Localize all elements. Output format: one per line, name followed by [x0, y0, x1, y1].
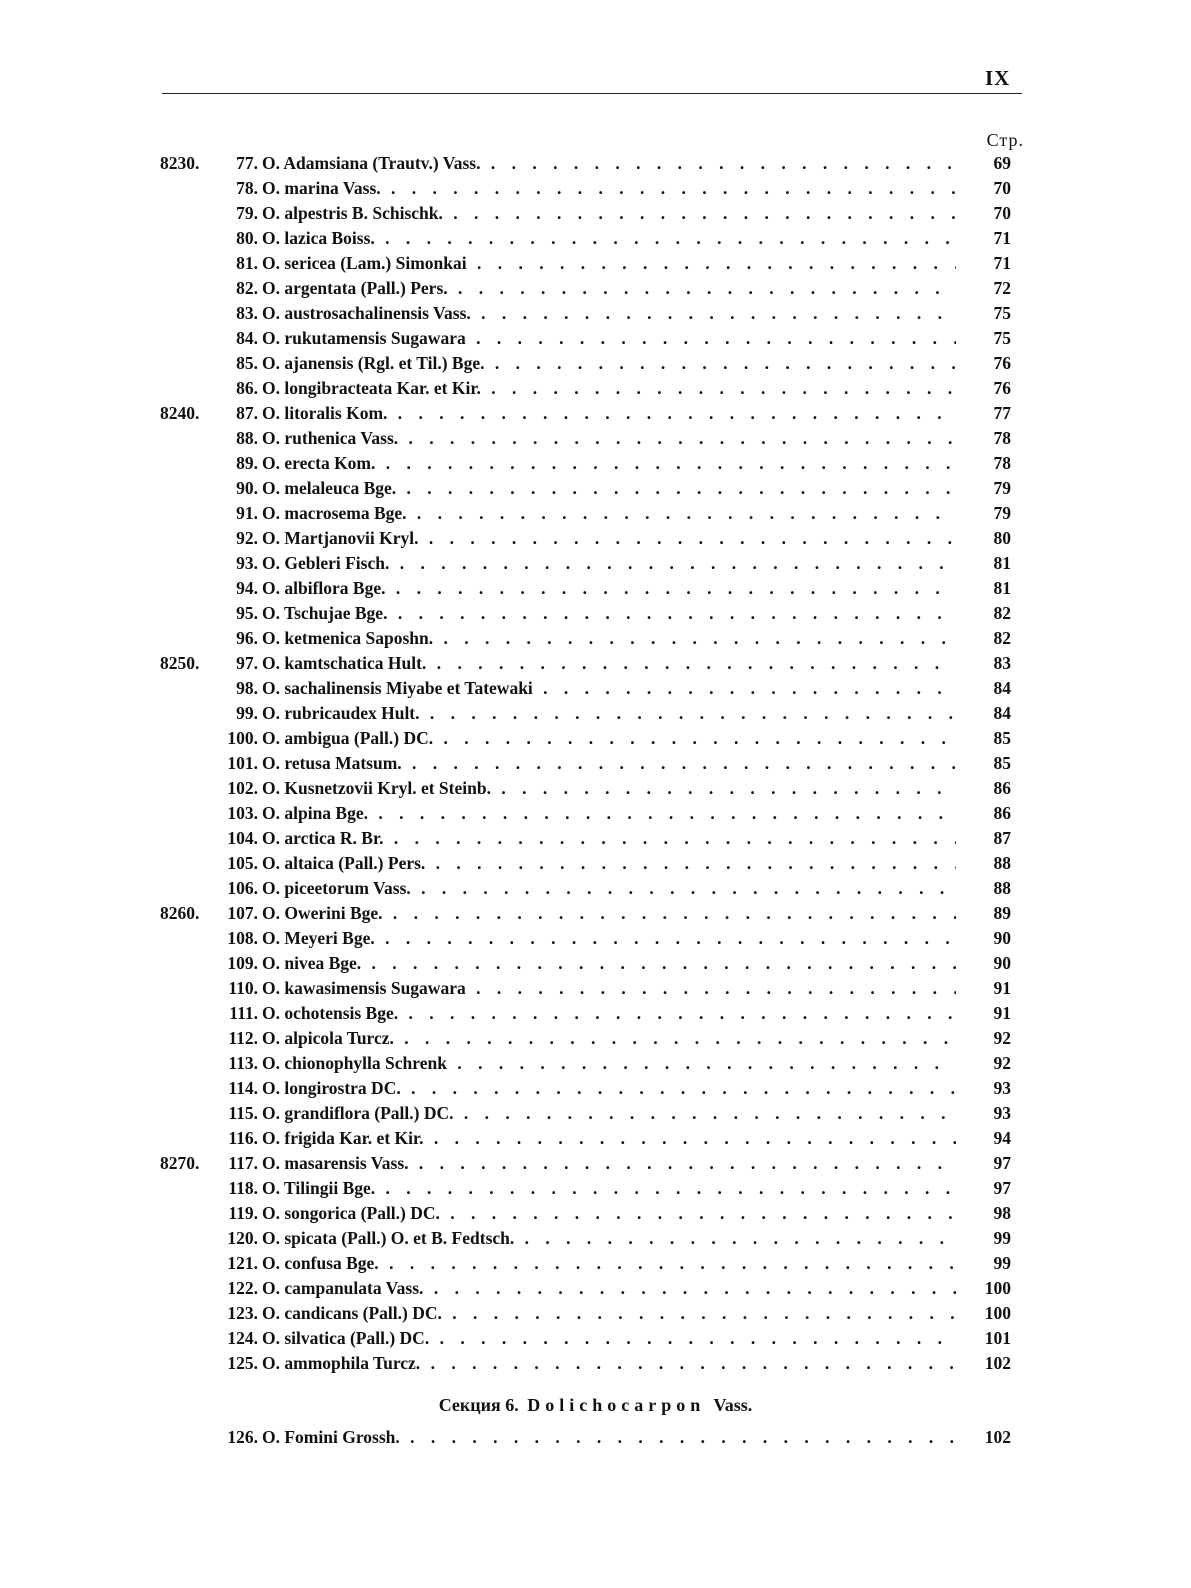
species-title: O. ochotensis Bge. . . .	[262, 1001, 956, 1026]
species-title: O. kawasimensis Sugawara . . .	[262, 976, 956, 1001]
species-title: O. Meyeri Bge. . . .	[262, 926, 956, 951]
species-title: O. piceetorum Vass. . . .	[262, 876, 956, 901]
species-title: O. arctica R. Br. . . .	[262, 826, 956, 851]
toc-entry	[0, 1001, 1191, 1026]
species-number: 114.	[228, 1078, 258, 1098]
species-number: 118.	[228, 1178, 258, 1198]
species-title: O. Fomini Grossh. . . .	[262, 1425, 956, 1450]
toc-entry	[0, 801, 1191, 826]
toc-entry	[0, 551, 1191, 576]
page-reference: 87	[993, 828, 1011, 848]
toc-entry	[0, 1351, 1191, 1376]
toc-entry	[0, 376, 1191, 401]
species-number: 96.	[236, 628, 258, 648]
species-number: 110.	[228, 978, 258, 998]
toc-entry	[0, 426, 1191, 451]
toc-entry	[0, 926, 1191, 951]
toc-entry	[0, 1076, 1191, 1101]
toc-entry	[0, 601, 1191, 626]
page-reference: 79	[993, 478, 1011, 498]
species-title: O. masarensis Vass. . . .	[262, 1151, 956, 1176]
toc-entry	[0, 701, 1191, 726]
page-reference: 76	[993, 353, 1011, 373]
toc-entry	[0, 976, 1191, 1001]
toc-entry	[0, 476, 1191, 501]
page-reference: 84	[993, 678, 1011, 698]
page-reference: 92	[993, 1028, 1011, 1048]
page-reference: 91	[993, 978, 1011, 998]
species-number: 86.	[236, 378, 258, 398]
species-title: O. ruthenica Vass. . . .	[262, 426, 956, 451]
species-title: O. erecta Kom. . . .	[262, 451, 956, 476]
species-title: O. spicata (Pall.) O. et B. Fedtsch. . . .	[262, 1226, 956, 1251]
toc-entry	[0, 1051, 1191, 1076]
species-title: O. Gebleri Fisch. . . .	[262, 551, 956, 576]
species-title: O. marina Vass. . . .	[262, 176, 956, 201]
species-title: O. longirostra DC. . . .	[262, 1076, 956, 1101]
page-column-header: Стр.	[986, 130, 1024, 150]
page-reference: 71	[993, 253, 1011, 273]
page-reference: 79	[993, 503, 1011, 523]
species-title: O. lazica Boiss. . . .	[262, 226, 956, 251]
toc-entry	[0, 626, 1191, 651]
toc-entry	[0, 1151, 1191, 1176]
page-reference: 69	[993, 153, 1011, 173]
species-title: O. frigida Kar. et Kir. . . .	[262, 1126, 956, 1151]
page-reference: 75	[993, 328, 1011, 348]
species-number: 117.	[228, 1153, 258, 1173]
species-number: 91.	[236, 503, 258, 523]
toc-entry	[0, 301, 1191, 326]
species-title: O. silvatica (Pall.) DC. . . .	[262, 1326, 956, 1351]
page-reference: 86	[993, 778, 1011, 798]
page-reference: 92	[993, 1053, 1011, 1073]
species-number: 79.	[236, 203, 258, 223]
page-reference: 97	[993, 1178, 1011, 1198]
species-title: O. Owerini Bge. . . .	[262, 901, 956, 926]
catalog-number: 8270.	[160, 1153, 200, 1173]
species-number: 82.	[236, 278, 258, 298]
page-number: IX	[985, 66, 1011, 90]
toc-entry	[0, 326, 1191, 351]
page-reference: 82	[993, 628, 1011, 648]
page-reference: 71	[993, 228, 1011, 248]
species-number: 105.	[227, 853, 258, 873]
species-title: O. ambigua (Pall.) DC. . . .	[262, 726, 956, 751]
toc-entry	[0, 676, 1191, 701]
species-title: O. alpina Bge. . . .	[262, 801, 956, 826]
species-title: O. austrosachalinensis Vass. . . .	[262, 301, 956, 326]
toc-entry	[0, 826, 1191, 851]
species-number: 102.	[227, 778, 258, 798]
species-number: 100.	[227, 728, 258, 748]
page-reference: 91	[993, 1003, 1011, 1023]
section-heading	[0, 1395, 1191, 1416]
page-reference: 100	[984, 1278, 1011, 1298]
species-title: O. confusa Bge. . . .	[262, 1251, 956, 1276]
page-reference: 100	[984, 1303, 1011, 1323]
page-reference: 84	[993, 703, 1011, 723]
table-of-contents	[0, 151, 1191, 1376]
species-number: 119.	[228, 1203, 258, 1223]
toc-entry	[0, 1301, 1191, 1326]
page-reference: 93	[993, 1078, 1011, 1098]
species-title: O. melaleuca Bge. . . .	[262, 476, 956, 501]
catalog-number: 8230.	[160, 153, 200, 173]
toc-entry	[0, 451, 1191, 476]
toc-entry	[0, 726, 1191, 751]
page-reference: 82	[993, 603, 1011, 623]
species-number: 113.	[228, 1053, 258, 1073]
species-number: 108.	[227, 928, 258, 948]
species-number: 94.	[236, 578, 258, 598]
species-number: 126.	[227, 1427, 258, 1447]
page-reference: 70	[993, 203, 1011, 223]
catalog-number: 8260.	[160, 903, 200, 923]
species-number: 106.	[227, 878, 258, 898]
species-number: 109.	[227, 953, 258, 973]
page-reference: 102	[984, 1427, 1011, 1447]
species-title: O. alpestris B. Schischk. . . .	[262, 201, 956, 226]
species-title: O. alpicola Turcz. . . .	[262, 1026, 956, 1051]
species-title: O. Tilingii Bge. . . .	[262, 1176, 956, 1201]
toc-entry	[0, 276, 1191, 301]
species-title: O. Adamsiana (Trautv.) Vass. . . .	[262, 151, 956, 176]
table-of-contents-continued	[0, 1425, 1191, 1450]
species-number: 121.	[227, 1253, 258, 1273]
page-reference: 90	[993, 928, 1011, 948]
toc-entry	[0, 876, 1191, 901]
toc-entry	[0, 1126, 1191, 1151]
page-reference: 94	[993, 1128, 1011, 1148]
toc-entry	[0, 1026, 1191, 1051]
species-title: O. ajanensis (Rgl. et Til.) Bge. . . .	[262, 351, 956, 376]
page-reference: 88	[993, 878, 1011, 898]
species-number: 115.	[228, 1103, 258, 1123]
section-author: Vass.	[713, 1395, 753, 1415]
species-title: O. campanulata Vass. . . .	[262, 1276, 956, 1301]
species-number: 95.	[236, 603, 258, 623]
page-reference: 78	[993, 453, 1011, 473]
species-number: 84.	[236, 328, 258, 348]
toc-entry	[0, 226, 1191, 251]
toc-entry	[0, 951, 1191, 976]
species-number: 103.	[227, 803, 258, 823]
species-title: O. altaica (Pall.) Pers. . . .	[262, 851, 956, 876]
species-number: 98.	[236, 678, 258, 698]
species-title: O. kamtschatica Hult. . . .	[262, 651, 956, 676]
toc-entry	[0, 901, 1191, 926]
toc-entry	[0, 1276, 1191, 1301]
toc-entry	[0, 1101, 1191, 1126]
species-number: 77.	[236, 153, 258, 173]
species-number: 90.	[236, 478, 258, 498]
species-title: O. retusa Matsum. . . .	[262, 751, 956, 776]
species-title: O. argentata (Pall.) Pers. . . .	[262, 276, 956, 301]
species-number: 104.	[227, 828, 258, 848]
species-title: O. albiflora Bge. . . .	[262, 576, 956, 601]
species-title: O. songorica (Pall.) DC. . . .	[262, 1201, 956, 1226]
species-title: O. candicans (Pall.) DC. . . .	[262, 1301, 956, 1326]
toc-entry	[0, 576, 1191, 601]
page-reference: 85	[993, 728, 1011, 748]
page-reference: 99	[993, 1228, 1011, 1248]
species-title: O. Tschujae Bge. . . .	[262, 601, 956, 626]
page-reference: 89	[993, 903, 1011, 923]
species-title: O. nivea Bge. . . .	[262, 951, 956, 976]
toc-entry	[0, 751, 1191, 776]
page-reference: 93	[993, 1103, 1011, 1123]
header-rule	[162, 93, 1022, 94]
toc-entry	[0, 201, 1191, 226]
toc-entry	[0, 526, 1191, 551]
toc-entry	[0, 1201, 1191, 1226]
page-reference: 88	[993, 853, 1011, 873]
species-number: 87.	[236, 403, 258, 423]
species-number: 97.	[236, 653, 258, 673]
page-reference: 99	[993, 1253, 1011, 1273]
species-number: 80.	[236, 228, 258, 248]
toc-entry	[0, 251, 1191, 276]
page-reference: 75	[993, 303, 1011, 323]
page-reference: 78	[993, 428, 1011, 448]
species-number: 89.	[236, 453, 258, 473]
species-title: O. litoralis Kom. . . .	[262, 401, 956, 426]
toc-entry	[0, 176, 1191, 201]
species-title: O. longibracteata Kar. et Kir. . . .	[262, 376, 956, 401]
page-reference: 70	[993, 178, 1011, 198]
section-prefix: Секция 6.	[438, 1395, 519, 1415]
species-number: 101.	[227, 753, 258, 773]
species-title: O. Kusnetzovii Kryl. et Steinb. . . .	[262, 776, 956, 801]
species-number: 122.	[227, 1278, 258, 1298]
toc-entry	[0, 1425, 1191, 1450]
page-reference: 101	[984, 1328, 1011, 1348]
toc-entry	[0, 1326, 1191, 1351]
species-number: 125.	[227, 1353, 258, 1373]
page-reference: 80	[993, 528, 1011, 548]
species-title: O. ketmenica Saposhn. . . .	[262, 626, 956, 651]
species-title: O. rubricaudex Hult. . . .	[262, 701, 956, 726]
page-reference: 85	[993, 753, 1011, 773]
species-title: O. grandiflora (Pall.) DC. . . .	[262, 1101, 956, 1126]
species-title: O. macrosema Bge. . . .	[262, 501, 956, 526]
species-title: O. rukutamensis Sugawara . . .	[262, 326, 956, 351]
page-reference: 77	[993, 403, 1011, 423]
toc-entry	[0, 501, 1191, 526]
toc-entry	[0, 1251, 1191, 1276]
page-reference: 81	[993, 553, 1011, 573]
toc-entry	[0, 776, 1191, 801]
toc-entry	[0, 1226, 1191, 1251]
page-reference: 98	[993, 1203, 1011, 1223]
species-number: 123.	[227, 1303, 258, 1323]
species-title: O. sachalinensis Miyabe et Tatewaki . . .	[262, 676, 956, 701]
species-number: 124.	[227, 1328, 258, 1348]
species-number: 81.	[236, 253, 258, 273]
species-title: O. sericea (Lam.) Simonkai . . .	[262, 251, 956, 276]
page-reference: 86	[993, 803, 1011, 823]
toc-entry	[0, 851, 1191, 876]
species-number: 93.	[236, 553, 258, 573]
toc-entry	[0, 1176, 1191, 1201]
catalog-number: 8240.	[160, 403, 200, 423]
page-reference: 72	[993, 278, 1011, 298]
page-reference: 90	[993, 953, 1011, 973]
page-reference: 81	[993, 578, 1011, 598]
page-reference: 97	[993, 1153, 1011, 1173]
species-title: O. ammophila Turcz. . . .	[262, 1351, 956, 1376]
species-number: 92.	[236, 528, 258, 548]
species-title: O. Martjanovii Kryl. . . .	[262, 526, 956, 551]
species-number: 88.	[236, 428, 258, 448]
species-number: 99.	[236, 703, 258, 723]
species-number: 78.	[236, 178, 258, 198]
species-number: 107.	[227, 903, 258, 923]
species-number: 111.	[229, 1003, 258, 1023]
page-reference: 83	[993, 653, 1011, 673]
section-name: Dolichocarpon	[527, 1395, 706, 1415]
toc-entry	[0, 351, 1191, 376]
species-number: 120.	[227, 1228, 258, 1248]
catalog-number: 8250.	[160, 653, 200, 673]
species-title: O. chionophylla Schrenk . . .	[262, 1051, 956, 1076]
toc-entry	[0, 401, 1191, 426]
page-reference: 76	[993, 378, 1011, 398]
species-number: 85.	[236, 353, 258, 373]
species-number: 116.	[228, 1128, 258, 1148]
page-reference: 102	[984, 1353, 1011, 1373]
toc-entry	[0, 651, 1191, 676]
toc-entry	[0, 151, 1191, 176]
species-number: 83.	[236, 303, 258, 323]
species-number: 112.	[228, 1028, 258, 1048]
